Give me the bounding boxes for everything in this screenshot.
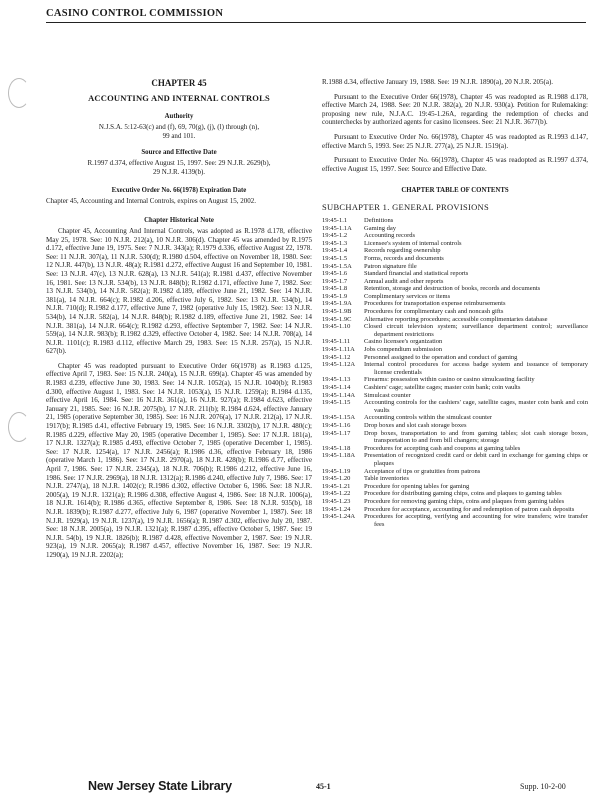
history-continuation: R.1988 d.34, effective January 19, 1988. See: 19 N.J.R. 1890(a), 20 N.J.R. 205(a).: [322, 78, 554, 86]
toc-entry-number: 19:45-1.18: [322, 444, 351, 452]
toc-entry-number: 19:45-1.4: [322, 247, 348, 255]
toc-entry: [322, 384, 588, 392]
toc-entry: [322, 285, 588, 293]
left-column: [46, 78, 312, 566]
toc-entry: [322, 323, 588, 338]
toc-entry-number: 19:45-1.18A: [322, 452, 356, 460]
subchapter-heading: SUBCHAPTER 1. GENERAL PROVISIONS: [322, 201, 490, 212]
toc-heading: CHAPTER TABLE OF CONTENTS: [401, 187, 509, 195]
toc-entry: [322, 270, 588, 278]
toc-entry: [322, 263, 588, 271]
toc-entry-number: 19:45-1.14: [322, 384, 351, 391]
toc-entry-title: Casino licensee's organization: [364, 338, 443, 346]
toc-entry-title: Jobs compendium submission: [364, 346, 443, 354]
history-paragraph: Chapter 45, Accounting And Internal Controls, was adopted as R.1978 d.178, effective May 25, 1978. See: 10 N.J.R. 212(a), 10 N.J.R. 306(d). Chapter 45 was amended by R.1975 d.172, effective June 19, 1975. See: 7 N.J.R. 343(a); R.1979 d.336, effective August 22, 1978. See: 11 N.J.R. 307(a), 11 N.J.R. 530(d); R.1980 d.504, effective on November 18, 1980. See: 12 N.J.R. 447(b), 13 N.J.R. 48(a); R.1981 d.272, effective August 16 and September 10, 1981. See: 13 N.J.R. 47(c), 13 N.J.R. 628(a), 13 N.J.R. 541(a); R.1981 d.437, effective November 16, 1981. See: 13 N.J.R. 534(b), 13 N.J.R. 848(b); R.1982 d.171, effective June 7, 1982. See: 13 N.J.R. 534(b), 14 N.J.R. 582(a); R.1982 d.189, effective June 21, 1982. See: 14 N.J.R. 381(a), 14 N.J.R. 664(c); R.1982 d.206, effective July 6, 1982. See: 13 N.J.R. 534(b), 14 N.J.R. 710(d); R.1982 d.177, effective June 7, 1982 (operative July 15, 1982). See: 13 N.J.R. 534(b), 14 N.J.R. 582(a), 14 N.J.R. 848(b); R.1982 d.189, effective June 21, 1982. See: 14 N.J.R. 381(a), 14 N.J.R. 664(c); R.1982 d.293, effective September 7, 1982. See: 14 N.J.R. 559(a), 14 N.J.R. 983(b); R.1982 d.329, effective October 4, 1982. See: 14 N.J.R. 708(a), 14 N.J.R. 1101(c); R.1983 d.112, effective March 29, 1983. See: 15 N.J.R. 257(a), 15 N.J.R. 627(b).: [46, 226, 312, 356]
toc-entry: [322, 354, 588, 362]
toc-entry-title: Alternative reporting procedures; accessible complimentaries database: [364, 315, 548, 323]
toc-entry-number: 19:45-1.20: [322, 475, 351, 483]
toc-entry: [322, 225, 588, 233]
toc-entry-title: Simulcast counter: [364, 391, 411, 399]
toc-entry-title: Accounting controls within the simulcast counter: [364, 414, 492, 422]
toc-entry-title: Presentation of recognized credit card or debit card in exchange for gaming chips or plaques: [364, 452, 588, 467]
page-number: 45-1: [316, 782, 331, 791]
toc-entry-title: Forms, records and documents: [364, 254, 444, 262]
readoption-paragraph: Pursuant to the Executive Order 66(1978), Chapter 45 was readopted as R.1988 d.178, effective March 24, 1988. See: 20 N.J.R. 382(a), 20 N.J.R. 930(a). Petition for Rulemaking: proposing new rule, N.J.A.C. 19:45-1.26A, regarding the redemption of checks and counterchecks by authorized agents for casino licensees. See: 21 N.J.R. 3677(b).: [322, 92, 588, 127]
toc-entry: [322, 468, 588, 476]
toc-entry-number: 19:45-1.16: [322, 421, 351, 429]
toc-entry-title: Standard financial and statistical reports: [364, 270, 469, 278]
toc-entry-number: 19:45-1.5: [322, 254, 348, 262]
toc-entry-number: 19:45-1.17: [322, 429, 351, 437]
toc-entry-number: 19:45-1.1: [322, 216, 348, 224]
chapter-title: ACCOUNTING AND INTERNAL CONTROLS: [88, 93, 270, 103]
toc-entry-number: 19:45-1.5A: [322, 262, 352, 270]
toc-entry-number: 19:45-1.10: [322, 323, 351, 331]
toc-list: [322, 217, 588, 528]
readoption-paragraph: Pursuant to Executive Order No. 66(1978), Chapter 45 was readopted as R.1997 d.374, effective August 15, 1997. See: Source and Effective Date.: [322, 156, 588, 173]
source-heading: Source and Effective Date: [141, 149, 217, 157]
toc-entry-title: Accounting controls for the cashiers' cage, satellite cages, master coin bank and coin vaults: [364, 399, 588, 414]
toc-entry-number: 19:45-1.24A: [322, 513, 356, 521]
toc-entry: [322, 293, 588, 301]
toc-entry-number: 19:45-1.15: [322, 399, 351, 407]
toc-entry: [322, 376, 588, 384]
toc-entry-title: Procedure for acceptance, accounting for and redemption of patron cash deposits: [364, 505, 575, 513]
toc-entry: [322, 278, 588, 286]
toc-entry-title: Annual audit and other reports: [364, 277, 444, 285]
toc-entry-title: Definitions: [364, 216, 394, 224]
toc-entry-number: 19:45-1.9B: [322, 308, 352, 316]
toc-entry-title: Closed circuit television system; surveillance department control; surveillance department restrictions: [364, 323, 588, 338]
toc-entry-title: Retention, storage and destruction of books, records and documents: [364, 285, 541, 293]
toc-entry: [322, 232, 588, 240]
toc-entry: [322, 338, 588, 346]
toc-entry-number: 19:45-1.19: [322, 467, 351, 475]
toc-entry-number: 19:45-1.12A: [322, 361, 356, 369]
supplement-date: Supp. 10-2-00: [520, 782, 566, 791]
toc-entry: [322, 490, 588, 498]
toc-entry-number: 19:45-1.2: [322, 232, 348, 240]
toc-entry-title: Table inventories: [364, 475, 409, 483]
toc-entry: [322, 255, 588, 263]
toc-entry-number: 19:45-1.9: [322, 292, 348, 300]
toc-entry-number: 19:45-1.13: [322, 376, 351, 384]
expiration-heading: Executive Order No. 66(1978) Expiration Date: [111, 187, 247, 195]
toc-entry-number: 19:45-1.14A: [322, 391, 356, 399]
toc-entry: [322, 452, 588, 467]
toc-entry: [322, 316, 588, 324]
toc-entry: [322, 445, 588, 453]
punch-hole-mark: [8, 78, 30, 108]
toc-entry-title: Procedures for accepting, verifying and accounting for wire transfers; wire transfer fees: [364, 513, 588, 528]
toc-entry-number: 19:45-1.9C: [322, 315, 352, 323]
toc-entry-title: Gaming day: [364, 224, 396, 232]
toc-entry-number: 19:45-1.22: [322, 490, 351, 498]
toc-entry-title: Personnel assigned to the operation and conduct of gaming: [364, 353, 518, 361]
toc-entry: [322, 422, 588, 430]
toc-entry-number: 19:45-1.15A: [322, 414, 356, 422]
toc-entry: [322, 308, 588, 316]
chapter-number: CHAPTER 45: [151, 78, 207, 88]
library-stamp: New Jersey State Library: [88, 779, 232, 793]
toc-entry: [322, 217, 588, 225]
right-column: [322, 78, 588, 528]
toc-entry-number: 19:45-1.1A: [322, 224, 352, 232]
expiration-text: Chapter 45, Accounting and Internal Controls, expires on August 15, 2002.: [46, 197, 256, 206]
toc-entry: [322, 430, 588, 445]
toc-entry-number: 19:45-1.21: [322, 482, 351, 490]
toc-entry-title: Patron signature file: [364, 262, 417, 270]
toc-entry: [322, 361, 588, 376]
toc-entry: [322, 475, 588, 483]
toc-entry: [322, 399, 588, 414]
toc-entry-title: Accounting records: [364, 232, 416, 240]
toc-entry-title: Procedures for accepting cash and coupons at gaming tables: [364, 444, 521, 452]
history-heading: Chapter Historical Note: [144, 216, 214, 224]
toc-entry-title: Licensee's system of internal controls: [364, 239, 462, 247]
history-paragraph: Chapter 45 was readopted pursuant to Executive Order 66(1978) as R.1983 d.125, effective April 7, 1983. See: 15 N.J.R. 240(a), 15 N.J.R. 699(a). Chapter 45 was amended by R.1983 d.239, effective June 30, 1983. See: 14 N.J.R. 1052(a), 15 N.J.R. 1040(b); R.1983 d.300, effective August 1, 1983. See: 14 N.J.R. 1053(a), 15 N.J.R. 1259(a); R.1984 d.135, effective April 16, 1984. See: 16 N.J.R. 361(a), 16 N.J.R. 927(a); R.1984 d.623, effective January 21, 1985. See: 16 N.J.R. 2075(b), 17 N.J.R. 211(b); R.1984 d.624, effective January 21, 1985 (operative September 30, 1985). See: 16 N.J.R. 2076(a), 17 N.J.R. 212(a), 17 N.J.R. 1917(b); R.1985 d.41, effective February 19, 1985. See: 16 N.J.R. 3302(b), 17 N.J.R. 480(c); R.1985 d.229, effective May 20, 1985 (operative December 1, 1985). See: 17 N.J.R. 181(a), 17 N.J.R. 1327(a); R.1985 d.493, effective October 7, 1985 (operative December 1, 1985). See: 17 N.J.R. 1254(a), 17 N.J.R. 2456(a); R.1986 d.36, effective February 18, 1986 (operative March 1, 1986). See: 17 N.J.R. 2970(a), 18 N.J.R. 428(b); R.1986 d.77, effective April 7, 1986. See: 17 N.J.R. 2345(a), 18 N.J.R. 706(b); R.1986 d.212, effective June 16, 1986. See: 17 N.J.R. 2969(a), 18 N.J.R. 1312(a); R.1986 d.240, effective July 7, 1986. See: 17 N.J.R. 2747(a), 18 N.J.R. 1402(c); R.1986 d.302, effective October 6, 1986. See: 18 N.J.R. 2005(a), 19 N.J.R. 1321(a); R.1986 d.308, effective August 4, 1986. See: 18 N.J.R. 1006(a), 18 N.J.R. 1614(b); R.1986 d.365, effective September 8, 1986. See: 18 N.J.R. 935(b), 18 N.J.R. 1839(b); R.1987 d.277, effective July 6, 1987 (operative November 1, 1987). See: 18 N.J.R. 1929(a), 19 N.J.R. 1237(a), 19 N.J.R. 1656(a); R.1987 d.302, effective July 20, 1987. See: 18 N.J.R. 2005(a), 19 N.J.R. 1321(a); R.1987 d.395, effective October 5, 1987. See: 19 N.J.R. 54(b), 19 N.J.R. 1826(b); R.1987 d.428, effective November 2, 1987. See: 19 N.J.R. 923(a), 19 N.J.R. 2065(a); R.1987 d.457, effective November 16, 1987. See: 19 N.J.R. 1290(a), 19 N.J.R. 2202(a);: [46, 361, 312, 559]
toc-entry-title: Records regarding ownership: [364, 247, 441, 255]
toc-entry: [322, 247, 588, 255]
toc-entry-number: 19:45-1.3: [322, 239, 348, 247]
toc-entry-title: Internal control procedures for access badge system and issuance of temporary license credentials: [364, 361, 588, 376]
authority-heading: Authority: [164, 113, 194, 120]
toc-entry-number: 19:45-1.7: [322, 277, 348, 285]
toc-entry-title: Firearms: possession within casino or casino simulcasting facility: [364, 376, 535, 384]
toc-entry: [322, 498, 588, 506]
toc-entry-title: Complimentary services or items: [364, 292, 451, 300]
toc-entry-number: 19:45-1.11: [322, 338, 351, 346]
running-header: CASINO CONTROL COMMISSION: [46, 8, 586, 23]
toc-entry-title: Cashiers' cage; satellite cages; master coin bank; coin vaults: [364, 384, 521, 391]
toc-entry-number: 19:45-1.9A: [322, 300, 352, 308]
toc-entry: [322, 240, 588, 248]
toc-entry-title: Drop boxes, transportation to and from gaming tables; slot cash storage boxes, transportation to and from bill changers; storage: [364, 429, 588, 445]
toc-entry: [322, 300, 588, 308]
toc-entry-title: Procedure for distributing gaming chips, coins and plaques to gaming tables: [364, 490, 562, 498]
toc-entry: [322, 506, 588, 514]
toc-entry: [322, 414, 588, 422]
toc-entry-title: Acceptance of tips or gratuities from patrons: [364, 467, 481, 475]
toc-entry-number: 19:45-1.6: [322, 270, 348, 278]
toc-entry-title: Drop boxes and slot cash storage boxes: [364, 421, 467, 429]
toc-entry-number: 19:45-1.23: [322, 497, 351, 505]
toc-entry-title: Procedures for transportation expense reimbursements: [364, 300, 506, 308]
readoption-paragraph: Pursuant to Executive Order No. 66(1978), Chapter 45 was readopted as R.1993 d.147, effective March 5, 1993. See: 25 N.J.R. 277(a), 25 N.J.R. 1519(a).: [322, 132, 588, 150]
toc-entry: [322, 392, 588, 400]
toc-entry-title: Procedure for opening tables for gaming: [364, 482, 470, 490]
source-text: R.1997 d.374, effective August 15, 1997. See: 29 N.J.R. 2629(b), 29 N.J.R. 4139(b).: [87, 159, 271, 176]
toc-entry-title: Procedures for complimentary cash and noncash gifts: [364, 308, 504, 316]
toc-entry-number: 19:45-1.12: [322, 353, 351, 361]
punch-hole-mark: [8, 412, 30, 442]
toc-entry-number: 19:45-1.8: [322, 285, 348, 293]
toc-entry: [322, 483, 588, 491]
authority-text: N.J.S.A. 5:12-63(c) and (f), 69, 70(g), (j), (l) through (n), 99 and 101.: [98, 123, 260, 140]
toc-entry: [322, 513, 588, 528]
toc-entry-number: 19:45-1.24: [322, 505, 351, 513]
toc-entry-number: 19:45-1.11A: [322, 346, 355, 354]
toc-entry: [322, 346, 588, 354]
toc-entry-title: Procedure for removing gaming chips, coins and plaques from gaming tables: [364, 497, 565, 505]
